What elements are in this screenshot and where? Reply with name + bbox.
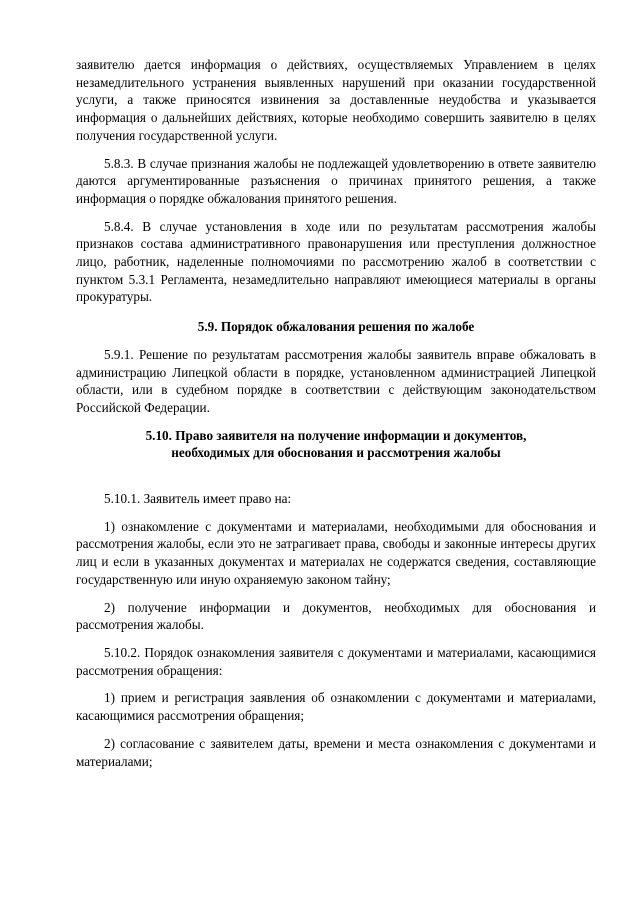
heading-5-10 <box>76 427 596 462</box>
paragraph-intro: заявителю дается информация о действиях, осуществляемых Управлением в целях незамедлительного устранения выявленных нарушений при оказании государственной услуги, а также приносятся извинения за доставленные неудобства и указывается информация о дальнейших действиях, которые необходимо совершить заявителю в целях получения государственной услуги. <box>76 57 596 143</box>
list-item-5-10-1-2: 2) получение информации и документов, необходимых для обоснования и рассмотрения жалобы. <box>76 599 596 633</box>
list-item-5-10-2-2: 2) согласование с заявителем даты, времени и места ознакомления с документами и материалами; <box>76 735 596 769</box>
list-item-5-10-2-1: 1) прием и регистрация заявления об ознакомлении с документами и материалами, касающимися рассмотрения обращения; <box>76 690 596 724</box>
heading-5-10-line1: 5.10. Право заявителя на получение информации и документов, <box>145 427 527 443</box>
heading-5-10-line2: необходимых для обоснования и рассмотрения жалобы <box>171 445 501 461</box>
list-item-5-10-1-1: 1) ознакомление с документами и материалами, необходимыми для обоснования и рассмотрения жалобы, если это не затрагивает права, свободы и законные интересы других лиц и если в указанных документах и материалах не содержатся сведения, составляющие государственную или иную охраняемую законом тайну; <box>76 518 596 587</box>
document-page <box>76 56 596 780</box>
paragraph-5-10-1: 5.10.1. Заявитель имеет право на: <box>104 491 292 507</box>
paragraph-5-8-4: 5.8.4. В случае установления в ходе или по результатам рассмотрения жалобы признаков состава административного правонарушения или преступления должностное лицо, работник, наделенные полномочиями по рассмотрению жалоб в соответствии с пунктом 5.3.1 Регламента, незамедлительно направляют имеющиеся материалы в органы прокуратуры. <box>76 218 596 305</box>
paragraph-5-8-3: 5.8.3. В случае признания жалобы не подлежащей удовлетворению в ответе заявителю даются аргументированные разъяснения о причинах принятого решения, а также информация о порядке обжалования принятого решения. <box>76 155 596 206</box>
heading-5-9: 5.9. Порядок обжалования решения по жалобе <box>197 319 475 335</box>
paragraph-5-9-1: 5.9.1. Решение по результатам рассмотрения жалобы заявитель вправе обжаловать в администрацию Липецкой области в порядке, установленном администрацией Липецкой области, или в судебном порядке в соответствии с действующим законодательством Российской Федерации. <box>76 346 596 415</box>
paragraph-5-10-2: 5.10.2. Порядок ознакомления заявителя с документами и материалами, касающимися рассмотрения обращения: <box>76 644 596 678</box>
